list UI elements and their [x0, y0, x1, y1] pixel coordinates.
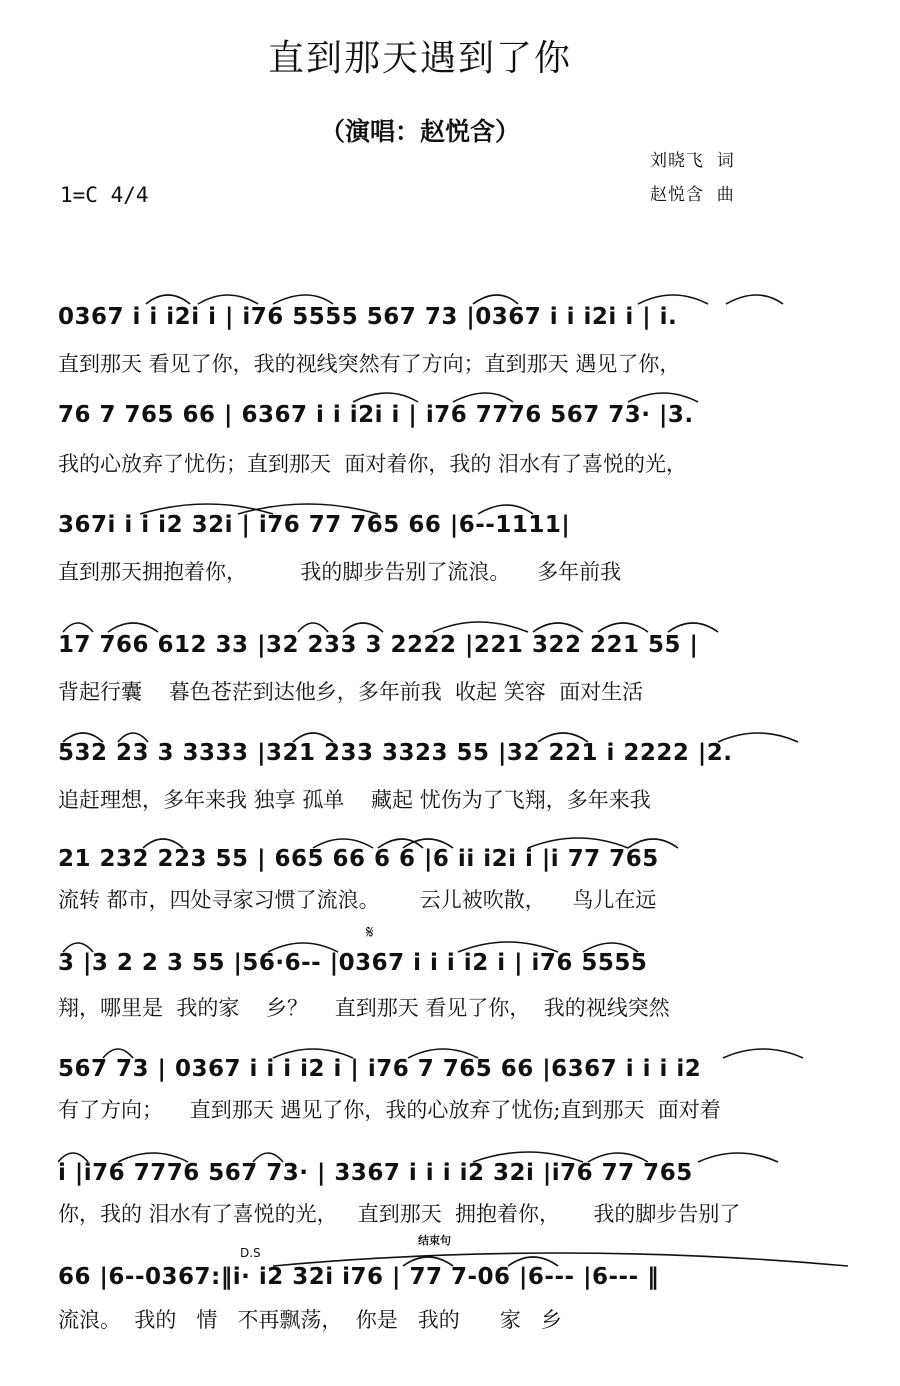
singer-credit: （演唱：赵悦含） — [319, 117, 520, 146]
slur-row-1 — [58, 284, 848, 306]
ending-label: 结束句 — [418, 1234, 451, 1247]
key-signature: 1=C 4/4 — [60, 183, 149, 207]
notation-line-1: 0367 i i i2i i | i76 5555 567 73 |0367 i i i2i i | i. — [58, 304, 678, 330]
lyric-line-3: 直到那天拥抱着你， 我的脚步告别了流浪。 多年前我 — [58, 560, 622, 584]
lyric-line-7: 翔，哪里是 我的家 乡？ 直到那天 看见了你， 我的视线突然 — [58, 996, 670, 1020]
song-title: 直到那天遇到了你 — [267, 38, 572, 79]
lyric-line-1: 直到那天 看见了你，我的视线突然有了方向；直到那天 遇见了你， — [58, 352, 681, 376]
lyric-line-10: 流浪。 我的 情 不再飘荡， 你是 我的 家 乡 — [58, 1308, 562, 1332]
slur-row-2 — [58, 382, 848, 404]
lyric-line-8: 有了方向； 直到那天 遇见了你，我的心放弃了忧伤;直到那天 面对着 — [58, 1098, 721, 1122]
lyric-line-9: 你，我的 泪水有了喜悦的光， 直到那天 拥抱着你， 我的脚步告别了 — [58, 1202, 741, 1226]
ds-mark: D.S — [240, 1246, 261, 1260]
slur-row-4 — [58, 612, 848, 634]
notation-line-4: 17 766 612 33 |32 233 3 2222 |221 322 221 55 | — [58, 632, 699, 658]
notation-line-7: 3 |3 2 2 3 55 |56·6-- |0367 i i i i2 i | i76 5555 — [58, 950, 648, 976]
composer-credit: 赵悦含 曲 — [650, 185, 735, 205]
lyric-line-4: 背起行囊 暮色苍茫到达他乡，多年前我 收起 笑容 面对生活 — [58, 680, 644, 704]
notation-line-2: 76 7 765 66 | 6367 i i i2i i | i76 7776 567 73· |3. — [58, 402, 694, 428]
lyricist-credit: 刘晓飞 词 — [650, 151, 735, 171]
notation-line-9: i |i76 7776 567 73· | 3367 i i i i2 32i |i76 77 765 — [58, 1160, 693, 1186]
notation-line-8: 567 73 | 0367 i i i i2 i | i76 7 765 66 |6367 i i i i2 — [58, 1056, 702, 1082]
notation-line-5: 532 23 3 3333 |321 233 3323 55 |32 221 i 2222 |2. — [58, 740, 733, 766]
lyric-line-2: 我的心放弃了忧伤；直到那天 面对着你，我的 泪水有了喜悦的光， — [58, 452, 688, 476]
lyric-line-5: 追赶理想，多年来我 独享 孤单 藏起 忧伤为了飞翔，多年来我 — [58, 788, 651, 812]
notation-line-6: 21 232 223 55 | 665 66 6 6 |6 ii i2i i |i 77 765 — [58, 846, 659, 872]
notation-line-10: 66 |6--0367:‖i· i2 32i i76 | 77 7-06 |6--- |6--- ‖ — [58, 1264, 660, 1290]
segno-mark: 𝄋 — [366, 922, 374, 943]
notation-line-3: 367i i i i2 32i | i76 77 765 66 |6--1111| — [58, 512, 571, 538]
lyric-line-6: 流转 都市，四处寻家习惯了流浪。 云儿被吹散， 鸟儿在远 — [58, 888, 657, 912]
